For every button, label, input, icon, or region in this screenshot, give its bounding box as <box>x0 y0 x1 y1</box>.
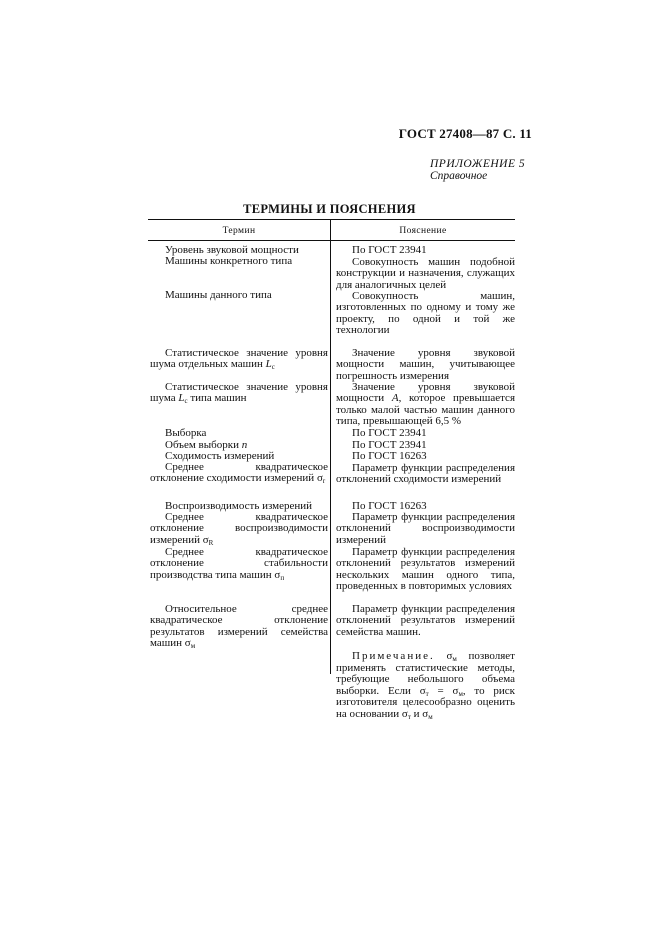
table-top-rule <box>148 219 515 220</box>
explanation-cell: Совокупность машин подобной конструкции и назначения, служащих для аналогичных целей <box>336 256 515 291</box>
term-cell: Относительное среднее квадратическое отклонение результатов измерений семейства машин $\sigma_м$ <box>150 603 328 650</box>
term-cell: Выборка <box>165 427 207 439</box>
term-cell: Объем выборки n <box>165 439 248 451</box>
term-cell: Воспроизводимость измерений <box>165 500 313 512</box>
explanation-cell: По ГОСТ 23941 <box>352 427 427 439</box>
appendix-title: ПРИЛОЖЕНИЕ 5 <box>430 158 526 170</box>
explanation-cell: Значение уровня звуковой мощности машин, учитывающее погрешность измерения <box>336 347 515 382</box>
term-cell: Машины данного типа <box>165 289 272 301</box>
term-cell: Статистическое значение уровня шума отдельных машин $L_c$ <box>150 347 328 372</box>
column-header-explanation: Пояснение <box>399 226 447 236</box>
term-cell: Среднее квадратическое отклонение воспроизводимости измерений $\sigma_R$ <box>150 511 328 547</box>
table-header-rule <box>148 240 515 241</box>
explanation-cell: По ГОСТ 16263 <box>352 500 427 512</box>
column-header-term: Термин <box>222 226 256 236</box>
term-cell: Уровень звуковой мощности <box>165 244 299 256</box>
explanation-cell: Значение уровня звуковой мощности A, которое превышается только малой частью машин данного типа, превышающей 6,5 % <box>336 381 515 427</box>
column-divider <box>330 220 331 674</box>
term-cell: Сходимость измерений <box>165 450 275 462</box>
term-cell: Среднее квадратическое отклонение сходимости измерений $\sigma_r$ <box>150 461 328 486</box>
explanation-cell: По ГОСТ 16263 <box>352 450 427 462</box>
explanation-cell: Параметр функции распределения отклонений воспроизводимости измерений <box>336 511 515 546</box>
term-cell: Машины конкретного типа <box>165 255 293 267</box>
explanation-cell: Параметр функции распределения отклонений результатов измерений нескольких машин одного типа, проведенных в повторимых условиях <box>336 546 515 592</box>
note-label: Примечание. <box>352 650 435 662</box>
explanation-cell: Параметр функции распределения отклонений сходимости измерений <box>336 462 515 486</box>
table-title: ТЕРМИНЫ И ПОЯСНЕНИЯ <box>243 202 416 216</box>
note-cell: Примечание. $\sigma_м$ позволяет применять статистические методы, требующие небольшого объема выборки. Если $\sigma_т = \sigma_м$, то риск изготовителя целесообразно оценить на основании $\sigma_т$ и $\sigma_м$ <box>336 650 515 721</box>
explanation-cell: Параметр функции распределения отклонений результатов измерений семейства машин. <box>336 603 515 638</box>
explanation-cell: По ГОСТ 23941 <box>352 244 427 256</box>
appendix-label <box>430 158 525 182</box>
term-cell: Статистическое значение уровня шума $L_c$ типа машин <box>150 381 328 406</box>
explanation-cell: Совокупность машин, изготовленных по одному и тому же проекту, по одной и той же технологии <box>336 290 515 336</box>
term-cell: Среднее квадратическое отклонение стабильности производства типа машин $\sigma_п$ <box>150 546 328 582</box>
appendix-subtitle: Справочное <box>430 170 488 182</box>
explanation-cell: По ГОСТ 23941 <box>352 439 427 451</box>
page-header: ГОСТ 27408—87 С. 11 <box>398 126 532 141</box>
